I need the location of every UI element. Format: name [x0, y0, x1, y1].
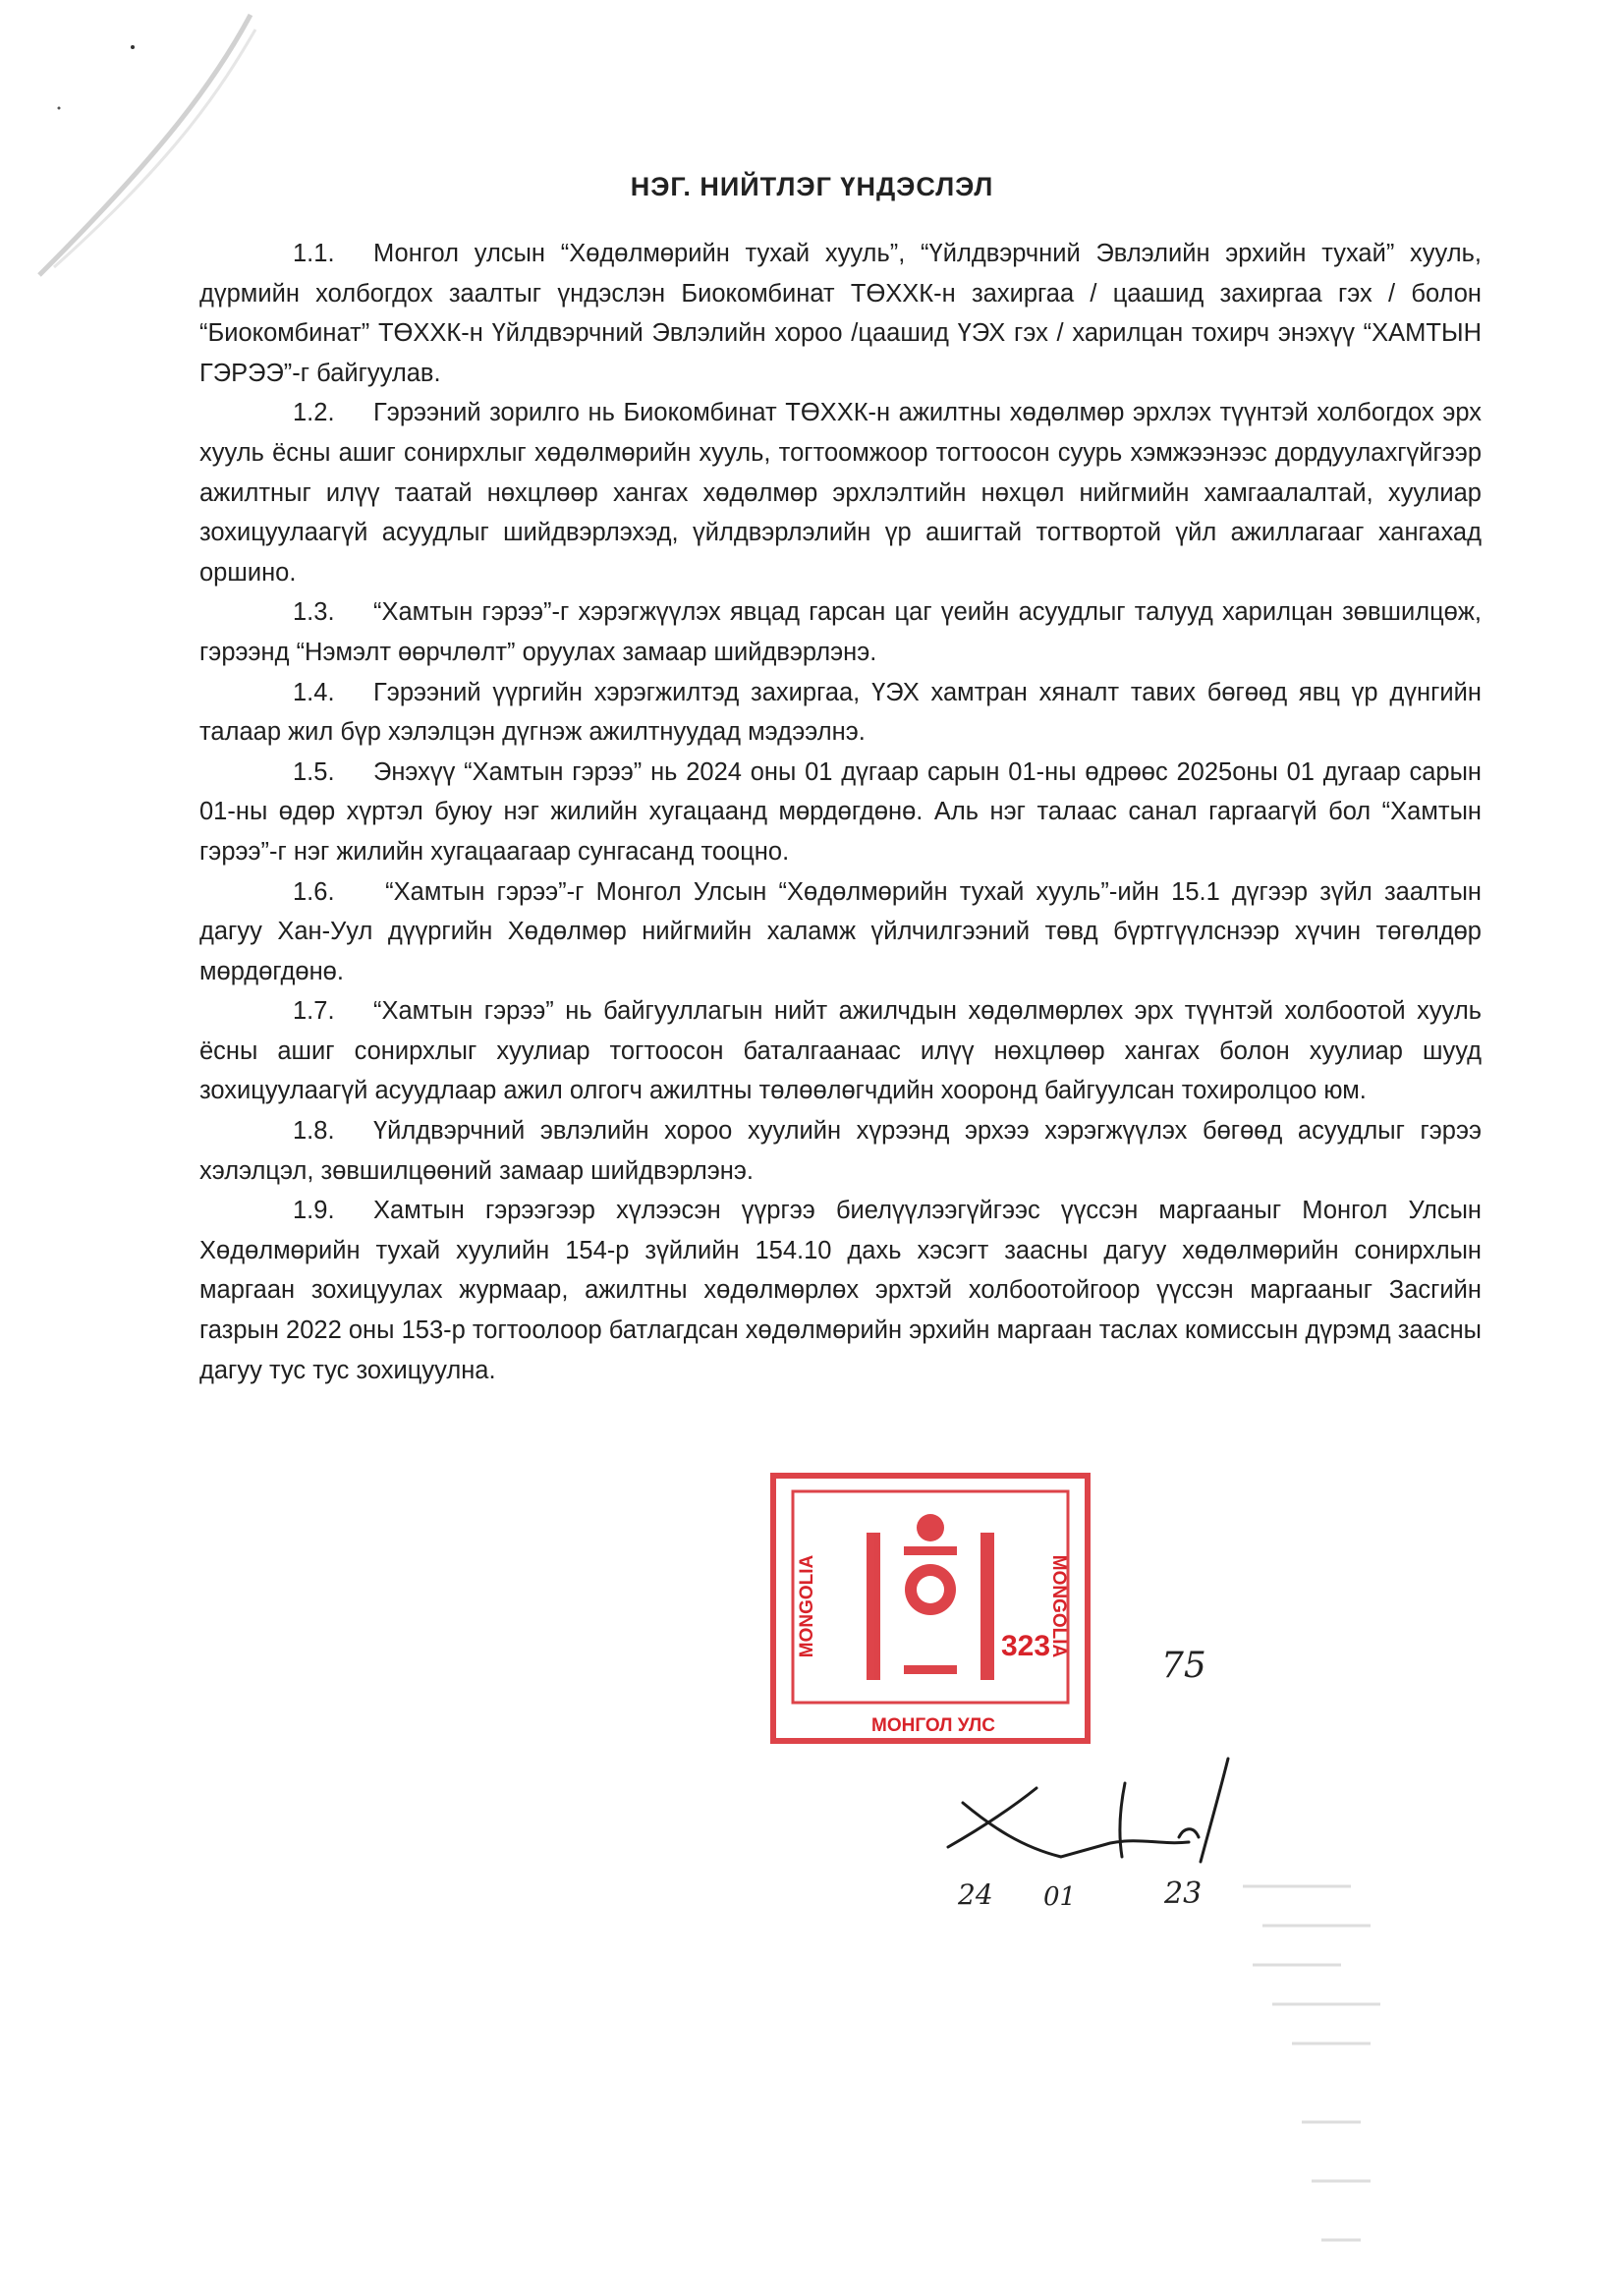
clause-text: Монгол улсын “Хөдөлмөрийн тухай хууль”, “Үйлдвэрчний Эвлэлийн эрхийн тухай” хууль, дүрмийн холбогдох заалтыг үндэслэн Биокомбинат ТӨХХК-н захиргаа / цаашид захиргаа гэх / болон “Биокомбинат” ТӨХХК-н Үйлдвэрчний Эвлэлийн хороо /цаашид ҮЭХ гэх / харилцан тохирч энэхүү “ХАМТЫН ГЭРЭЭ”-г байгуулав.	[199, 240, 1482, 387]
clause-7	[199, 991, 1482, 1111]
clause-number: 1.6.	[293, 877, 335, 906]
clause-text: Энэхүү “Хамтын гэрээ” нь 2024 оны 01 дүгаар сарын 01-ны өдрөөс 2025оны 01 дугаар сарын 01-ны өдөр хүртэл буюу нэг жилийн хугацаанд мөрдөгдөнө. Аль нэг талаас санал гаргаагүй бол “Хамтын гэрээ”-г нэг жилийн хугацаагаар сунгасанд тооцно.	[199, 757, 1482, 866]
clause-number: 1.3.	[293, 598, 335, 627]
clause-number: 1.8.	[293, 1117, 335, 1146]
clause-text: Гэрээний зорилго нь Биокомбинат ТӨХХК-н ажилтны хөдөлмөр эрхлэх түүнтэй холбогдох эрх хууль ёсны ашиг сонирхлыг хөдөлмөрийн хууль, тогтоомжоор тогтоосон суурь хэмжээнээс дордуулахгүйгээр ажилтныг илүү таатай нөхцлөөр хангах хөдөлмөр эрхлэлтийн нөхцөл нийгмийн хамгаалалтай, хуулиар зохицуулаагүй асуудлыг шийдвэрлэхэд, үйлдвэрлэлийн үр ашигтай тогтвортой үйл ажиллагааг хангахад оршино.	[199, 399, 1482, 587]
clause-number: 1.4.	[293, 678, 335, 706]
stamp-right-text: MONGOLIA	[1048, 1554, 1069, 1658]
clause-text: Үйлдвэрчний эвлэлийн хороо хуулийн хүрээнд эрхээ хэрэгжүүлэх бөгөөд асуудлыг гэрээ хэлэлцэл, зөвшилцөөний замаар шийдвэрлэнэ.	[199, 1117, 1482, 1185]
clause-5	[199, 753, 1482, 872]
clause-9	[199, 1191, 1482, 1390]
clause-8	[199, 1111, 1482, 1191]
signature	[943, 1749, 1267, 1876]
stamp-bottom-text: МОНГОЛ УЛС	[871, 1715, 995, 1736]
handwritten-date-month: 01	[1043, 1882, 1077, 1912]
clause-6	[199, 872, 1482, 992]
clause-text: “Хамтын гэрээ” нь байгууллагын нийт ажилчдын хөдөлмөрлөх эрх түүнтэй холбоотой хууль ёсны ашиг сонирхлыг хуулиар тогтоосон баталгаанаас илүү нөхцлөөр хангах болон хуулиар шууд зохицуулаагүй асуудлаар ажил олгогч ажилтны төлөөлөгчдийн хооронд байгуулсан тохиролцоо юм.	[199, 997, 1482, 1105]
clause-number: 1.2.	[293, 399, 335, 427]
clause-number: 1.5.	[293, 757, 335, 786]
stamp-left-text: MONGOLIA	[797, 1554, 817, 1658]
clause-number: 1.7.	[293, 997, 335, 1026]
handwritten-page-number: 75	[1161, 1646, 1206, 1686]
clause-text: Хамтын гэрээгээр хүлээсэн үүргээ биелүүлээгүйгээс үүссэн маргааныг Монгол Улсын Хөдөлмөрийн тухай хуулийн 154-р зүйлийн 154.10 дахь хэсэгт заасны дагуу хөдөлмөрийн сонирхлын маргаан зохицуулах журмаар, ажилтны хөдөлмөрлөх эрхтэй холбоотойгоор үүссэн маргааныг Засгийн газрын 2022 оны 153-р тогтоолоор батлагдсан хөдөлмөрийн эрхийн маргаан таслах комиссын дүрэмд заасны дагуу тус тус зохицуулна.	[199, 1197, 1482, 1384]
official-stamp	[758, 1464, 1107, 1759]
handwritten-date-day: 24	[958, 1878, 993, 1911]
clause-text: Гэрээний үүргийн хэрэгжилтэд захиргаа, ҮЭХ хамтран хяналт тавих бөгөөд явц үр дүнгийн талаар жил бүр хэлэлцэн дүгнэж ажилтнуудад мэдээлнэ.	[199, 678, 1482, 747]
page-title: НЭГ. НИЙТЛЭГ ҮНДЭСЛЭЛ	[630, 172, 994, 201]
clause-2	[199, 393, 1482, 592]
clause-1	[199, 234, 1482, 393]
clause-3	[199, 592, 1482, 672]
clause-4	[199, 673, 1482, 753]
clause-number: 1.9.	[293, 1197, 335, 1225]
clause-text: “Хамтын гэрээ”-г хэрэгжүүлэх явцад гарсан цаг үеийн асуудлыг талууд харилцан зөвшилцөж, гэрээнд “Нэмэлт өөрчлөлт” оруулах замаар шийдвэрлэнэ.	[199, 598, 1482, 666]
clause-text: “Хамтын гэрээ”-г Монгол Улсын “Хөдөлмөрийн тухай хууль”-ийн 15.1 дүгээр зүйл заалтын дагуу Хан-Уул дүүргийн Хөдөлмөр нийгмийн халамж үйлчилгээний төвд бүртгүүлснээр хүчин төгөлдөр мөрдөгдөнө.	[199, 877, 1482, 985]
handwritten-date-year: 23	[1164, 1876, 1203, 1911]
bleed-through-marks	[1233, 1867, 1488, 2279]
clause-number: 1.1.	[293, 240, 335, 267]
document-body	[199, 234, 1482, 1390]
stamp-number: 323	[1000, 1630, 1051, 1662]
